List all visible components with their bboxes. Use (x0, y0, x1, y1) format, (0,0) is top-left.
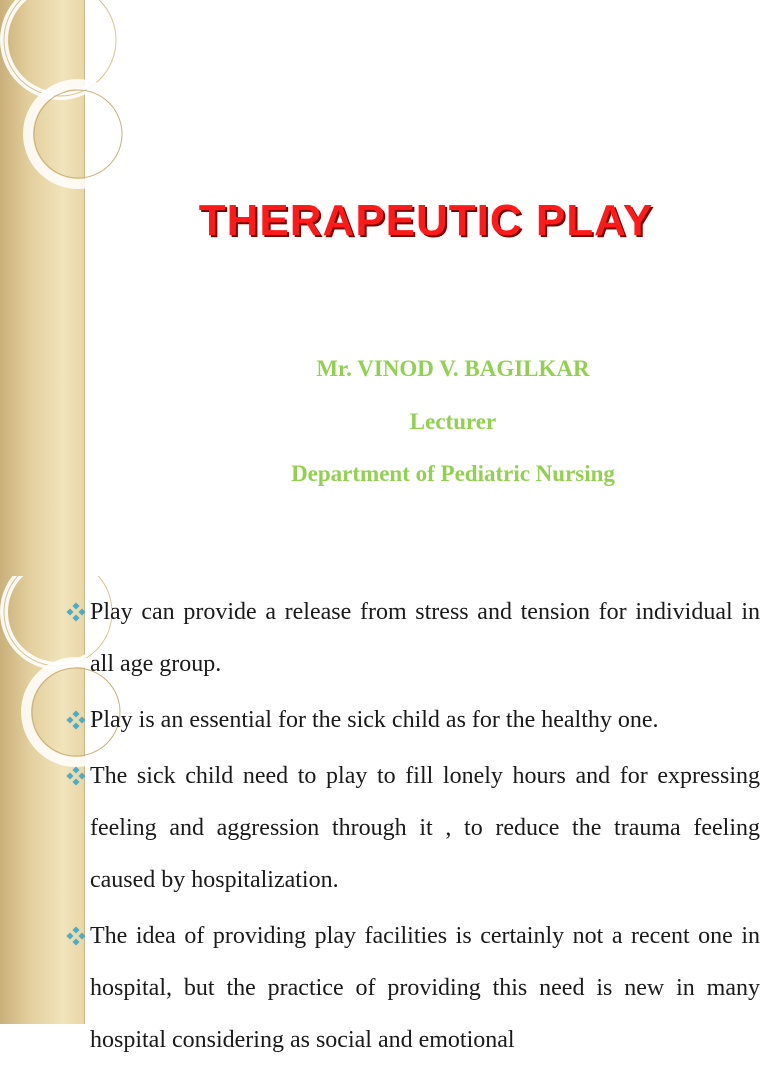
diamond-bullet-icon (66, 766, 86, 786)
diamond-bullet-icon (66, 710, 86, 730)
author-department: Department of Pediatric Nursing (291, 461, 615, 486)
decorative-rings-icon (0, 0, 160, 200)
slide-title: THERAPEUTIC PLAY (198, 196, 654, 245)
bullet-item (66, 586, 760, 690)
bullet-item (66, 750, 760, 906)
bullet-list (66, 586, 760, 1070)
bullet-text: The idea of providing play facilities is certainly not a recent one in hospital, but the practice of providing this need is new in many hospital considering as social and emotional (90, 923, 760, 1053)
author-role: Lecturer (409, 409, 497, 434)
diamond-bullet-icon (66, 602, 86, 622)
bullet-item (66, 694, 760, 746)
bullet-item (66, 910, 760, 1066)
bullet-text: The sick child need to play to fill lonely hours and for expressing feeling and aggression through it , to reduce the trauma feeling caused by hospitalization. (90, 763, 760, 893)
bullet-text: Play is an essential for the sick child as for the healthy one. (90, 707, 659, 733)
bullet-text: Play can provide a release from stress and tension for individual in all age group. (90, 599, 760, 677)
diamond-bullet-icon (66, 926, 86, 946)
author-name: Mr. VINOD V. BAGILKAR (316, 356, 590, 381)
